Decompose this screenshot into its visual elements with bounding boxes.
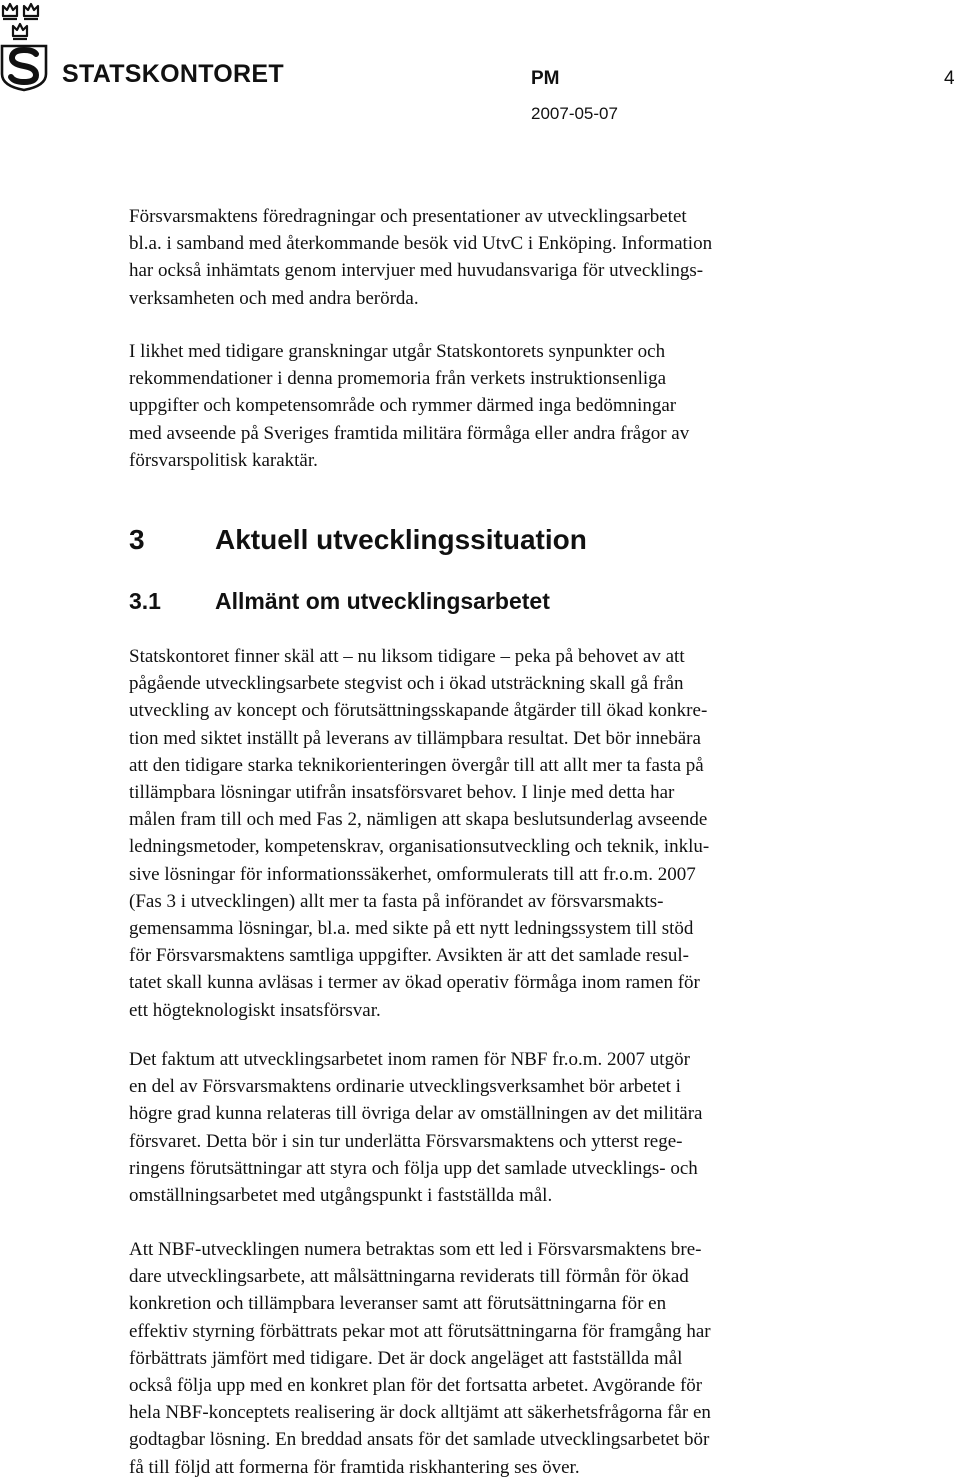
paragraph-1	[129, 203, 849, 312]
text-line: högre grad kunna relateras till övriga delar av omställningen av det militära	[129, 1103, 703, 1125]
brand-name: STATSKONTORET	[62, 60, 284, 88]
text-line: en del av Försvarsmaktens ordinarie utvecklingsverksamhet bör arbetet i	[129, 1076, 681, 1098]
subsection-title: Allmänt om utvecklingsarbetet	[215, 588, 550, 614]
text-line: pågående utvecklingsarbete stegvist och i ökad utsträckning skall gå från	[129, 673, 684, 695]
text-line: ledningsmetoder, kompetenskrav, organisationsutveckling och teknik, inklu-	[129, 836, 710, 858]
text-line: försvaret. Detta bör i sin tur underlätta Försvarsmaktens och ytterst rege-	[129, 1130, 683, 1152]
text-line: utveckling av koncept och förutsättningsskapande åtgärder till ökad konkre-	[129, 700, 708, 722]
text-line: uppgifter och kompetensområde och rymmer därmed inga bedömningar	[129, 395, 677, 417]
text-line: ett högteknologiskt insatsförsvar.	[129, 999, 381, 1021]
text-line: Det faktum att utvecklingsarbetet inom ramen för NBF fr.o.m. 2007 utgör	[129, 1049, 690, 1070]
text-line: tillämpbara lösningar utifrån insatsförsvaret behov. I linje med detta har	[129, 782, 675, 804]
text-line: hela NBF-konceptets realisering är dock alltjämt att säkerhetsfrågorna får en	[129, 1402, 711, 1424]
page-number: 4	[944, 68, 955, 89]
paragraph-3	[129, 643, 849, 1024]
text-line: tatet skall kunna avläsas i termer av ökad operativ förmåga inom ramen för	[129, 972, 700, 994]
section-title: Aktuell utvecklingssituation	[215, 524, 587, 555]
text-line: Att NBF-utvecklingen numera betraktas som ett led i Försvarsmaktens bre-	[129, 1239, 702, 1260]
text-line: Statskontoret finner skäl att – nu liksom tidigare – peka på behovet av att	[129, 646, 685, 667]
text-line: ringens förutsättningar att styra och följa upp det samlade utvecklings- och	[129, 1157, 698, 1179]
text-line: konkretion och tillämpbara leveranser samt att förutsättningarna för en	[129, 1293, 667, 1315]
paragraph-4	[129, 1046, 849, 1209]
subsection-heading	[129, 588, 550, 615]
text-line: verksamheten och med andra berörda.	[129, 287, 419, 309]
text-line: omställningsarbetet med utgångspunkt i fastställda mål.	[129, 1185, 553, 1207]
text-line: försvarspolitisk karaktär.	[129, 449, 318, 471]
text-line: gemensamma lösningar, bl.a. med sikte på ett nytt ledningssystem till stöd	[129, 918, 694, 940]
text-line: rekommendationer i denna promemoria från verkets instruktionsenliga	[129, 368, 667, 390]
subsection-number: 3.1	[129, 588, 161, 614]
text-line: med avseende på Sveriges framtida militära förmåga eller andra frågor av	[129, 422, 690, 444]
text-line: I likhet med tidigare granskningar utgår Statskontorets synpunkter och	[129, 341, 666, 362]
text-line: bl.a. i samband med återkommande besök vid UtvC i Enköping. Information	[129, 233, 713, 255]
text-line: målen fram till och med Fas 2, nämligen att skapa beslutsunderlag avseende	[129, 809, 708, 831]
text-line: effektiv styrning förbättrats pekar mot att förutsättningarna för framgång har	[129, 1320, 711, 1342]
document-date: 2007-05-07	[531, 104, 618, 123]
section-number: 3	[129, 524, 145, 555]
text-line: få till följd att formerna för framtida riskhantering ses över.	[129, 1456, 580, 1478]
text-line: dare utvecklingsarbete, att målsättningarna reviderats till förmån för ökad	[129, 1266, 689, 1288]
text-line: Försvarsmaktens föredragningar och presentationer av utvecklingsarbetet	[129, 206, 687, 227]
paragraph-2	[129, 338, 849, 474]
text-line: att den tidigare starka teknikorienteringen övergår till att allt mer ta fasta på	[129, 754, 704, 776]
text-line: godtagbar lösning. En breddad ansats för det samlade utvecklingsarbetet bör	[129, 1429, 710, 1451]
text-line: tion med siktet inställt på leverans av tillämpbara resultat. Det bör innebära	[129, 727, 701, 749]
text-line: också följa upp med en konkret plan för det fortsatta arbetet. Avgörande för	[129, 1375, 703, 1397]
text-line: sive lösningar för informationssäkerhet, omformulerats till att fr.o.m. 2007	[129, 863, 696, 885]
text-line: för Försvarsmaktens samtliga uppgifter. Avsikten är att det samlade resul-	[129, 945, 690, 967]
text-line: förbättrats jämfört med tidigare. Det är dock angeläget att fastställda mål	[129, 1347, 683, 1369]
crowns-s-emblem-icon	[0, 0, 60, 92]
text-line: har också inhämtats genom intervjuer med huvudansvariga för utvecklings-	[129, 260, 704, 282]
statskontoret-logo	[0, 0, 300, 92]
section-heading	[129, 524, 587, 556]
text-line: (Fas 3 i utvecklingen) allt mer ta fasta på införandet av försvarsmakts-	[129, 890, 664, 912]
document-type: PM	[531, 68, 560, 89]
paragraph-5	[129, 1236, 849, 1481]
